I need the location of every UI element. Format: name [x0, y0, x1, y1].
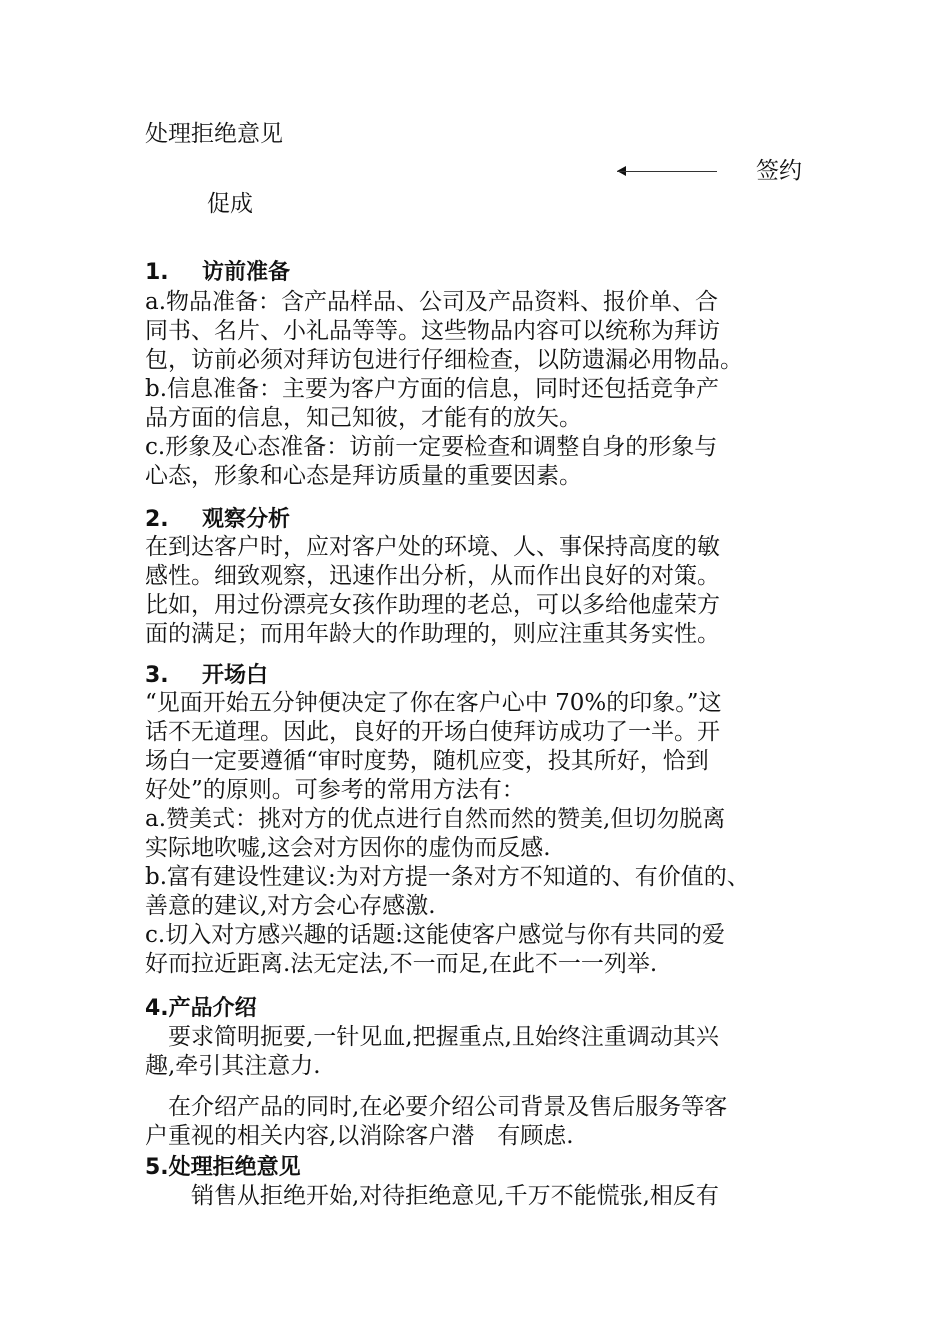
- section-1-body: [145, 288, 825, 491]
- section-3-body: [145, 689, 825, 979]
- section-2-body: [145, 533, 825, 649]
- paragraph-line: “见面开始五分钟便决定了你在客户心中 70%的印象。”这: [145, 690, 722, 716]
- section-3-title: 开场白: [202, 663, 269, 688]
- paragraph-line: 户重视的相关内容,以消除客户潜 有顾虑.: [145, 1123, 574, 1149]
- section-5-heading: 5.处理拒绝意见: [145, 1155, 301, 1180]
- paragraph-line: 好而拉近距离.法无定法,不一而足,在此不一一列举.: [145, 951, 658, 977]
- section-2-number: 2.: [145, 507, 169, 532]
- paragraph-line: a.赞美式：挑对方的优点进行自然而然的赞美,但切勿脱离: [145, 806, 726, 832]
- paragraph-line: 要求简明扼要,一针见血,把握重点,且始终注重调动其兴: [145, 1024, 719, 1050]
- paragraph-line: 好处”的原则。可参考的常用方法有：: [145, 777, 525, 803]
- section-1-title: 访前准备: [202, 260, 291, 285]
- section-4-heading: 4.产品介绍: [145, 996, 257, 1021]
- paragraph-line: c.形象及心态准备：访前一定要检查和调整自身的形象与: [145, 434, 718, 460]
- paragraph-line: 善意的建议,对方会心存感激.: [145, 893, 436, 919]
- paragraph-line: 实际地吹嘘,这会对方因你的虚伪而反感.: [145, 835, 551, 861]
- paragraph-line: b.富有建设性建议:为对方提一条对方不知道的、有价值的、: [145, 864, 750, 890]
- paragraph-line: 心态，形象和心态是拜访质量的重要因素。: [145, 463, 582, 489]
- paragraph-line: 在介绍产品的同时,在必要介绍公司背景及售后服务等客: [145, 1094, 728, 1120]
- section-5-body: [145, 1182, 825, 1211]
- paragraph-line: 销售从拒绝开始,对待拒绝意见,千万不能慌张,相反有: [145, 1183, 719, 1209]
- paragraph-line: 话不无道理。因此，良好的开场白使拜访成功了一半。开: [145, 719, 720, 745]
- paragraph-line: 感性。细致观察，迅速作出分析，从而作出良好的对策。: [145, 563, 720, 589]
- paragraph-line: 同书、名片、小礼品等等。这些物品内容可以统称为拜访: [145, 318, 720, 344]
- paragraph-line: 品方面的信息，知己知彼，才能有的放矢。: [145, 405, 582, 431]
- paragraph-line: 场白一定要遵循“审时度势，随机应变，投其所好，恰到: [145, 748, 709, 774]
- section-2-title: 观察分析: [202, 507, 291, 532]
- arrow-line: [617, 171, 717, 172]
- flow-sign-label: 签约: [756, 158, 802, 184]
- section-3-number: 3.: [145, 663, 169, 688]
- paragraph-line: 面的满足；而用年龄大的作助理的，则应注重其务实性。: [145, 621, 720, 647]
- paragraph-line: 在到达客户时，应对客户处的环境、人、事保持高度的敏: [145, 534, 720, 560]
- paragraph-line: b.信息准备：主要为客户方面的信息，同时还包括竞争产: [145, 376, 720, 402]
- paragraph-line: 包，访前必须对拜访包进行仔细检查，以防遗漏必用物品。: [145, 347, 743, 373]
- paragraph-line: a.物品准备：含产品样品、公司及产品资料、报价单、合: [145, 289, 719, 315]
- section-1-number: 1.: [145, 260, 169, 285]
- paragraph-line: c.切入对方感兴趣的话题:这能使客户感觉与你有共同的爱: [145, 922, 725, 948]
- flow-title: 处理拒绝意见: [145, 121, 283, 147]
- section-4-body: [145, 1023, 825, 1151]
- paragraph-line: 比如，用过份漂亮女孩作助理的老总，可以多给他虚荣方: [145, 592, 720, 618]
- flow-close-label: 促成: [207, 191, 253, 217]
- paragraph-line: 趣,牵引其注意力.: [145, 1053, 321, 1079]
